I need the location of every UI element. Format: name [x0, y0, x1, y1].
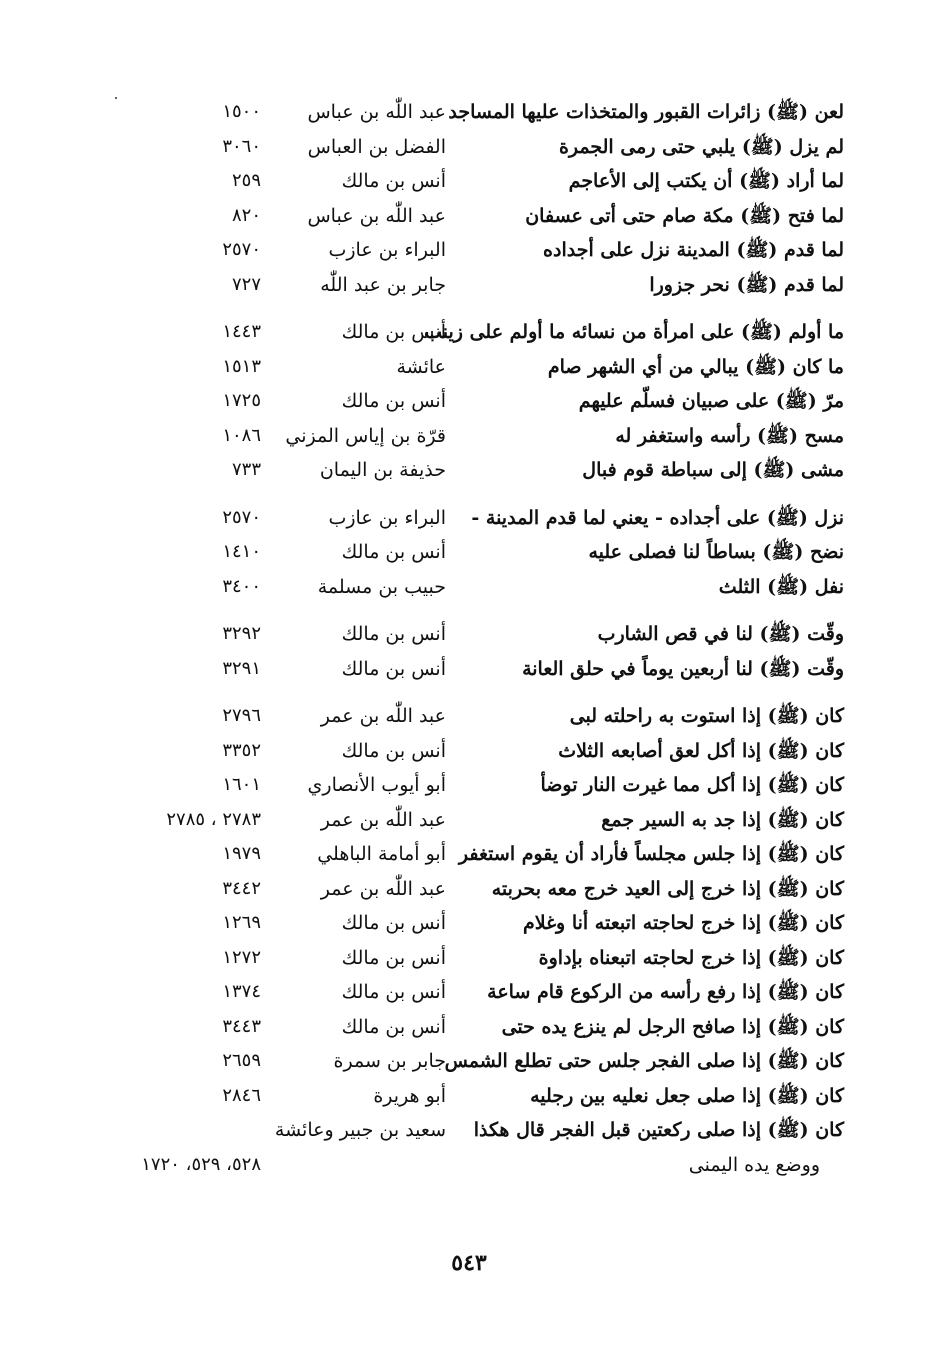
narrator: عبد اللّٰه بن عباس — [307, 101, 446, 123]
index-row — [0, 199, 938, 234]
hadith-number: ٢٧٩٦ — [222, 705, 261, 726]
index-row — [0, 501, 938, 536]
page-number: ٥٤٣ — [451, 1250, 487, 1276]
hadith-text: كان (ﷺ) إذا صلى جعل نعليه بين رجليه — [530, 1084, 844, 1107]
index-row — [0, 315, 938, 350]
index-row — [0, 941, 938, 976]
narrator: عبد اللّٰه بن عمر — [320, 705, 446, 727]
hadith-text: كان (ﷺ) إذا أكل مما غيرت النار توضأ — [540, 774, 844, 796]
narrator: أنس بن مالك — [341, 912, 446, 934]
hadith-number: ٣٢٩١ — [222, 657, 261, 679]
hadith-number: ١٥١٣ — [222, 355, 261, 377]
narrator: أنس بن مالك — [341, 170, 446, 192]
index-row — [0, 652, 938, 687]
hadith-text: ووضع يده اليمنى — [688, 1153, 820, 1176]
hadith-text: كان (ﷺ) إذا خرج لحاجته اتبعته أنا وغلام — [523, 912, 844, 934]
index-row — [0, 130, 938, 165]
index-row — [0, 1010, 938, 1045]
hadith-text: ما أولم (ﷺ) على امرأة من نسائه ما أولم على زينب — [424, 321, 844, 343]
hadith-text: وقّت (ﷺ) لنا أربعين يوماً في حلق العانة — [522, 657, 844, 680]
group-gap — [0, 686, 938, 699]
hadith-text: كان (ﷺ) إذا رفع رأسه من الركوع قام ساعة — [487, 981, 844, 1003]
index-row — [0, 975, 938, 1010]
narrator: أنس بن مالك — [341, 981, 446, 1003]
hadith-number: ١٢٦٩ — [222, 912, 261, 933]
hadith-text: كان (ﷺ) إذا صلى ركعتين قبل الفجر قال هكذا — [473, 1119, 844, 1141]
hadith-text: نزل (ﷺ) على أجداده - يعني لما قدم المدينة - — [471, 506, 844, 529]
narrator: أنس بن مالك — [341, 739, 446, 762]
hadith-text: مرّ (ﷺ) على صبيان فسلّم عليهم — [578, 390, 844, 412]
hadith-text: ما كان (ﷺ) يبالي من أي الشهر صام — [547, 355, 844, 378]
hadith-number: ٣٤٠٠ — [222, 575, 261, 597]
hadith-number: ٢٥٩ — [231, 170, 261, 191]
index-row — [0, 268, 938, 303]
hadith-number: ١٤٤٣ — [222, 321, 261, 342]
index-row — [0, 233, 938, 268]
narrator: عبد اللّٰه بن عمر — [320, 877, 446, 900]
index-row — [0, 419, 938, 454]
index-row — [0, 1113, 938, 1148]
narrator: جابر بن سمرة — [333, 1050, 446, 1072]
index-row — [0, 803, 938, 838]
index-row — [0, 570, 938, 605]
narrator: الفضل بن العباس — [307, 135, 446, 158]
narrator: أنس بن مالك — [341, 623, 446, 645]
narrator: أنس بن مالك — [341, 1015, 446, 1038]
hadith-text: كان (ﷺ) إذا جد به السير جمع — [601, 808, 844, 831]
hadith-number: ٢٥٧٠ — [222, 506, 261, 528]
hadith-number: ٣٢٩٢ — [222, 623, 261, 644]
group-gap — [0, 302, 938, 315]
index-row — [0, 350, 938, 385]
narrator: أنس بن مالك — [341, 946, 446, 969]
index-row — [0, 837, 938, 872]
narrator: أنس بن مالك — [341, 321, 446, 343]
hadith-number: ١٥٠٠ — [222, 101, 261, 122]
index-row — [0, 1079, 938, 1114]
index-row — [0, 164, 938, 199]
index-row — [0, 453, 938, 488]
hadith-text: لما قدم (ﷺ) المدينة نزل على أجداده — [543, 239, 844, 261]
group-gap — [0, 488, 938, 501]
hadith-number: ٢٨٤٦ — [222, 1084, 261, 1106]
narrator: عبد اللّٰه بن عمر — [320, 808, 446, 831]
index-row — [0, 1148, 938, 1183]
hadith-number: ٧٢٧ — [231, 273, 261, 295]
hadith-text: كان (ﷺ) إذا أكل لعق أصابعه الثلاث — [558, 739, 844, 762]
narrator: حبيب بن مسلمة — [317, 575, 446, 598]
index-row — [0, 535, 938, 570]
hadith-number: ٧٣٣ — [231, 459, 261, 480]
hadith-number: ١٢٧٢ — [222, 946, 261, 968]
narrator: حذيفة بن اليمان — [319, 459, 446, 481]
index-row — [0, 734, 938, 769]
narrator: البراء بن عازب — [328, 239, 446, 261]
hadith-number: ١٤١٠ — [222, 541, 261, 562]
narrator: سعيد بن جبير وعائشة — [274, 1119, 446, 1141]
narrator: أنس بن مالك — [341, 541, 446, 563]
index-row — [0, 699, 938, 734]
hadith-text: كان (ﷺ) إذا صلى الفجر جلس حتى تطلع الشمس — [444, 1050, 844, 1072]
hadith-number: ١٣٧٤ — [222, 981, 261, 1002]
hadith-number: ٨٢٠ — [231, 204, 261, 226]
index-row — [0, 872, 938, 907]
index-row — [0, 906, 938, 941]
hadith-text: مسح (ﷺ) رأسه واستغفر له — [615, 424, 844, 447]
hadith-number: ٣٤٤٣ — [222, 1015, 261, 1037]
narrator: أنس بن مالك — [341, 657, 446, 680]
index-row — [0, 1044, 938, 1079]
narrator: أبو هريرة — [373, 1084, 446, 1107]
narrator: عائشة — [396, 355, 446, 378]
hadith-text: مشى (ﷺ) إلى سباطة قوم فبال — [582, 459, 844, 481]
narrator: البراء بن عازب — [328, 506, 446, 529]
hadith-text: لما أراد (ﷺ) أن يكتب إلى الأعاجم — [568, 170, 844, 192]
hadith-number: ١٠٨٦ — [222, 424, 261, 446]
hadith-number: ١٧٢٥ — [222, 390, 261, 411]
hadith-text: لما قدم (ﷺ) نحر جزورا — [649, 273, 844, 296]
hadith-text: لما فتح (ﷺ) مكة صام حتى أتى عسفان — [525, 204, 844, 227]
hadith-text: كان (ﷺ) إذا جلس مجلساً فأراد أن يقوم استغفر — [458, 843, 844, 865]
narrator: عبد اللّٰه بن عباس — [307, 204, 446, 227]
index-row — [0, 384, 938, 419]
hadith-number: ٢٥٧٠ — [222, 239, 261, 260]
narrator: أبو أمامة الباهلي — [317, 843, 446, 865]
hadith-text: نضح (ﷺ) بساطاً لنا فصلى عليه — [588, 541, 844, 563]
narrator: جابر بن عبد اللّٰه — [320, 273, 446, 296]
hadith-text: كان (ﷺ) إذا خرج إلى العيد خرج معه بحربته — [491, 877, 844, 900]
hadith-text: لم يزل (ﷺ) يلبي حتى رمى الجمرة — [558, 135, 844, 158]
index-row — [0, 617, 938, 652]
hadith-number: ٣٤٤٢ — [222, 877, 261, 899]
narrator: قرّة بن إياس المزني — [285, 424, 446, 447]
hadith-number: ١٦٠١ — [222, 774, 261, 795]
hadith-number: ٣٠٦٠ — [222, 135, 261, 157]
hadith-number: ١٩٧٩ — [222, 843, 261, 864]
narrator: أبو أيوب الأنصاري — [307, 774, 446, 796]
hadith-number: ٣٣٥٢ — [222, 739, 261, 761]
hadith-text: لعن (ﷺ) زائرات القبور والمتخذات عليها المساجد — [448, 101, 844, 123]
index-row — [0, 768, 938, 803]
group-gap — [0, 604, 938, 617]
hadith-text: كان (ﷺ) إذا صافح الرجل لم ينزع يده حتى — [501, 1015, 844, 1038]
hadith-text: وقّت (ﷺ) لنا في قص الشارب — [597, 623, 844, 645]
hadith-number: ٢٦٥٩ — [222, 1050, 261, 1071]
hadith-text: كان (ﷺ) إذا خرج لحاجته اتبعناه بإداوة — [538, 946, 844, 969]
hadith-text: كان (ﷺ) إذا استوت به راحلته لبى — [569, 705, 844, 727]
hadith-number: ٢٧٨٣ ، ٢٧٨٥ — [166, 808, 261, 830]
index-row — [0, 95, 938, 130]
hadith-index — [0, 95, 938, 1182]
hadith-number: ٥٢٨، ٥٢٩، ١٧٢٠ — [141, 1153, 261, 1175]
narrator: أنس بن مالك — [341, 390, 446, 412]
hadith-text: نفل (ﷺ) الثلث — [718, 575, 844, 598]
